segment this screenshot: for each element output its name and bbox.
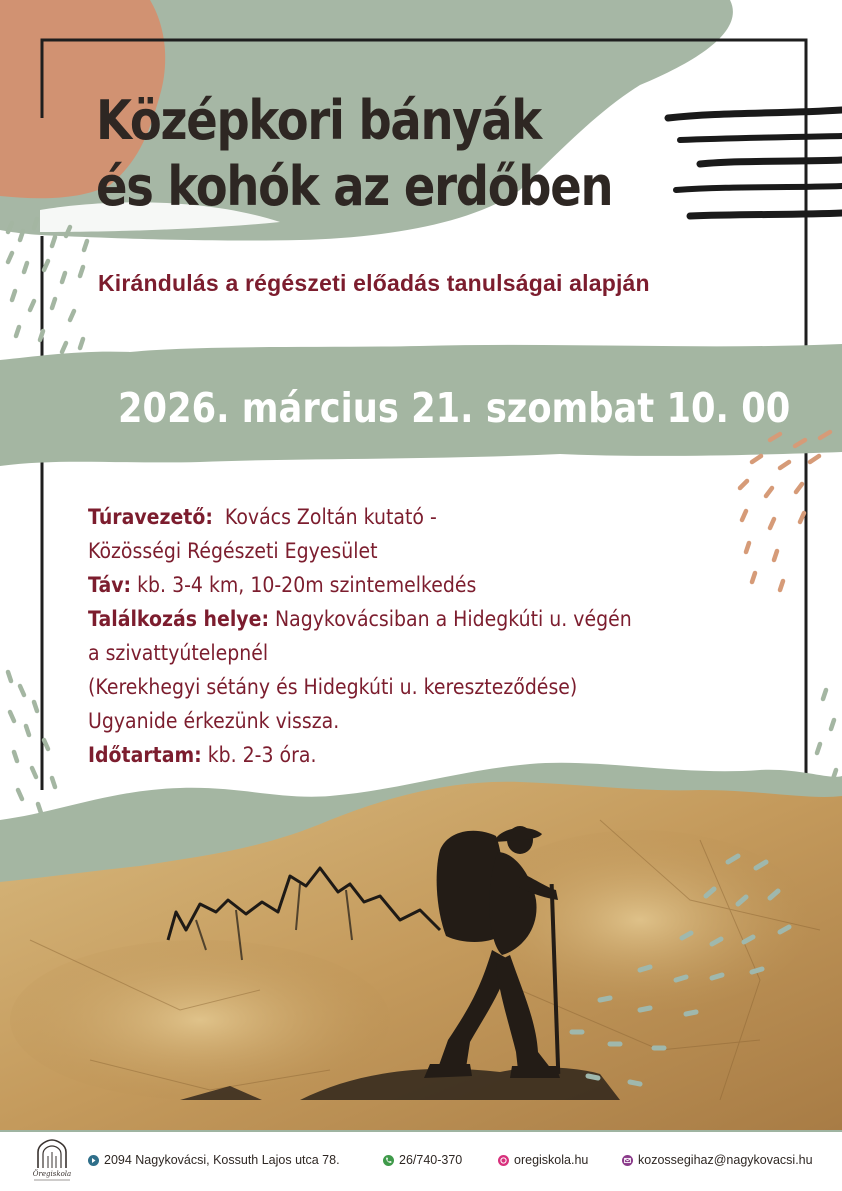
website-link[interactable]: oregiskola.hu bbox=[514, 1153, 589, 1167]
guide-label: Túravezető: bbox=[88, 505, 213, 529]
guide-value: Kovács Zoltán kutató - bbox=[212, 505, 437, 529]
poster-title bbox=[96, 88, 664, 220]
oregiskola-logo bbox=[26, 1138, 78, 1184]
meeting-line-2: a szivattyútelepnél bbox=[88, 641, 269, 665]
distance-line bbox=[88, 568, 700, 602]
web-icon bbox=[498, 1155, 509, 1166]
meeting-line bbox=[88, 602, 700, 636]
sage-dashes-left-lower bbox=[8, 672, 55, 813]
sage-dashes-left bbox=[8, 219, 87, 352]
duration-label: Időtartam: bbox=[88, 743, 202, 767]
meeting-label: Találkozás helye: bbox=[88, 607, 270, 631]
footer-address bbox=[88, 1150, 340, 1170]
meeting-value: Nagykovácsiban a Hidegkúti u. végén bbox=[269, 607, 632, 631]
title-line-1: Középkori bányák bbox=[96, 89, 541, 152]
logo-text: Öregiskola bbox=[32, 1170, 72, 1178]
return-note: Ugyanide érkezünk vissza. bbox=[88, 709, 340, 733]
phone-icon bbox=[383, 1155, 394, 1166]
duration-value: kb. 2-3 óra. bbox=[201, 743, 317, 767]
guide-org: Közösségi Régészeti Egyesület bbox=[88, 539, 378, 563]
footer-email[interactable] bbox=[622, 1150, 813, 1170]
footer-phone bbox=[383, 1150, 462, 1170]
event-details bbox=[88, 500, 768, 772]
event-date: 2026. március 21. szombat 10. 00 bbox=[118, 384, 791, 432]
title-line-2: és kohók az erdőben bbox=[96, 155, 613, 218]
meeting-line-3: (Kerekhegyi sétány és Hidegkúti u. kereszteződése) bbox=[88, 675, 578, 699]
footer-bar bbox=[0, 1130, 842, 1191]
black-brush-strokes bbox=[668, 110, 842, 216]
duration-line bbox=[88, 738, 700, 772]
footer-divider bbox=[0, 1130, 842, 1132]
guide-line bbox=[88, 500, 700, 534]
email-icon bbox=[622, 1155, 633, 1166]
poster-subtitle: Kirándulás a régészeti előadás tanulságai alapján bbox=[98, 270, 650, 296]
address-text: 2094 Nagykovácsi, Kossuth Lajos utca 78. bbox=[104, 1153, 340, 1167]
phone-text: 26/740-370 bbox=[399, 1153, 463, 1167]
footer-website[interactable] bbox=[498, 1150, 588, 1170]
distance-label: Táv: bbox=[88, 573, 132, 597]
email-link[interactable]: kozossegihaz@nagykovacsi.hu bbox=[638, 1153, 813, 1167]
distance-value: kb. 3-4 km, 10-20m szintemelkedés bbox=[131, 573, 477, 597]
location-icon bbox=[88, 1155, 99, 1166]
